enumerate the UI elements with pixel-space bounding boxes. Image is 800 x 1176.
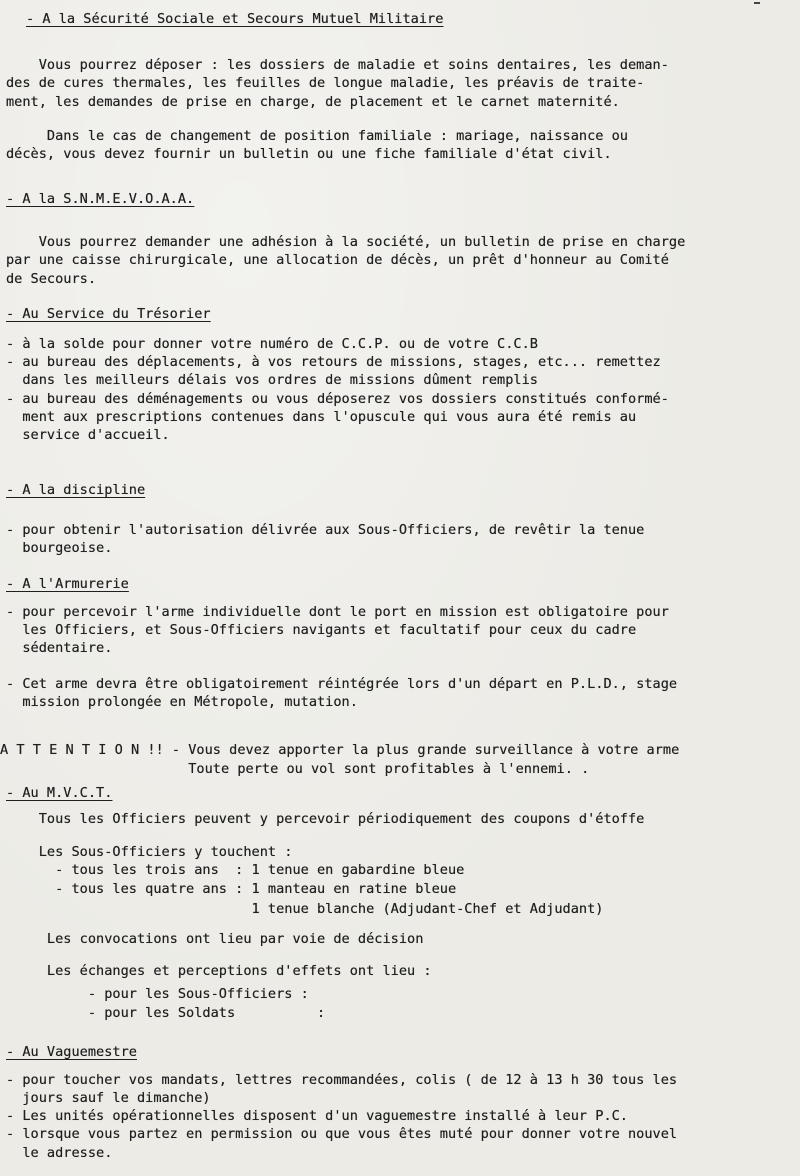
text-line: service d'accueil. [6, 427, 170, 443]
text-line: - au bureau des déménagements ou vous déposerez vos dossiers constitués conformé- [6, 391, 669, 407]
text-line: - lorsque vous partez en permission ou que vous êtes muté pour donner votre nouvel [6, 1126, 678, 1142]
text-line: - pour percevoir l'arme individuelle dont le port en mission est obligatoire pour [6, 604, 669, 620]
text-line: - pour les Soldats : [6, 1005, 326, 1021]
margin-mark [754, 0, 760, 12]
text-line: Tous les Officiers peuvent y percevoir périodiquement des coupons d'étoffe [6, 811, 645, 827]
text-line: - tous les trois ans : 1 tenue en gabardine bleue [6, 862, 465, 878]
section-heading: - A l'Armurerie [6, 576, 129, 592]
text-line: les Officiers, et Sous-Officiers navigants et facultatif pour ceux du cadre [6, 622, 637, 638]
text-line: - pour toucher vos mandats, lettres recommandées, colis ( de 12 à 13 h 30 tous les [6, 1072, 678, 1088]
section-heading: - A la Sécurité Sociale et Secours Mutuel Militaire [26, 11, 444, 27]
text-line: Dans le cas de changement de position familiale : mariage, naissance ou [6, 128, 628, 144]
text-line: - pour obtenir l'autorisation délivrée aux Sous-Officiers, de revêtir la tenue [6, 522, 645, 538]
text-line: mission prolongée en Métropole, mutation. [6, 694, 358, 710]
text-line: - Les unités opérationnelles disposent d'un vaguemestre installé à leur P.C. [6, 1108, 628, 1124]
text-line: - Cet arme devra être obligatoirement réintégrée lors d'un départ en P.L.D., stage [6, 676, 678, 692]
text-line: ment, les demandes de prise en charge, de placement et le carnet maternité. [6, 94, 620, 110]
text-line: le adresse. [6, 1145, 113, 1161]
text-line: par une caisse chirurgicale, une allocation de décès, un prêt d'honneur au Comité [6, 252, 669, 268]
text-line: des de cures thermales, les feuilles de longue maladie, les préavis de traite- [6, 75, 645, 91]
text-line: jours sauf le dimanche) [6, 1090, 211, 1106]
text-line: A T T E N T I O N !! - Vous devez apporter la plus grande surveillance à votre arme [0, 742, 680, 758]
text-line: - tous les quatre ans : 1 manteau en ratine bleue [6, 881, 457, 897]
text-line: Vous pourrez demander une adhésion à la société, un bulletin de prise en charge [6, 234, 686, 250]
text-line: - pour les Sous-Officiers : [6, 986, 309, 1002]
text-line: Les échanges et perceptions d'effets ont lieu : [6, 963, 432, 979]
text-line: sédentaire. [6, 640, 113, 656]
text-line: dans les meilleurs délais vos ordres de missions dûment remplis [6, 372, 538, 388]
section-heading: - A la S.N.M.E.V.O.A.A. [6, 191, 195, 207]
text-line: Toute perte ou vol sont profitables à l'ennemi. . [0, 761, 590, 777]
text-line: 1 tenue blanche (Adjudant-Chef et Adjudant) [6, 901, 604, 917]
text-line: - à la solde pour donner votre numéro de C.C.P. ou de votre C.C.B [6, 336, 538, 352]
text-line: - au bureau des déplacements, à vos retours de missions, stages, etc... remettez [6, 354, 661, 370]
text-line: ment aux prescriptions contenues dans l'opuscule qui vous aura été remis au [6, 409, 637, 425]
section-heading: - Au Service du Trésorier [6, 306, 211, 322]
text-line: bourgeoise. [6, 540, 113, 556]
text-line: Les Sous-Officiers y touchent : [6, 844, 293, 860]
section-heading: - Au M.V.C.T. [6, 785, 113, 801]
text-line: Vous pourrez déposer : les dossiers de maladie et soins dentaires, les deman- [6, 57, 669, 73]
section-heading: - Au Vaguemestre [6, 1044, 137, 1060]
text-line: de Secours. [6, 271, 97, 287]
section-heading: - A la discipline [6, 482, 146, 498]
text-line: Les convocations ont lieu par voie de décision [6, 931, 424, 947]
text-line: décès, vous devez fournir un bulletin ou une fiche familiale d'état civil. [6, 146, 612, 162]
